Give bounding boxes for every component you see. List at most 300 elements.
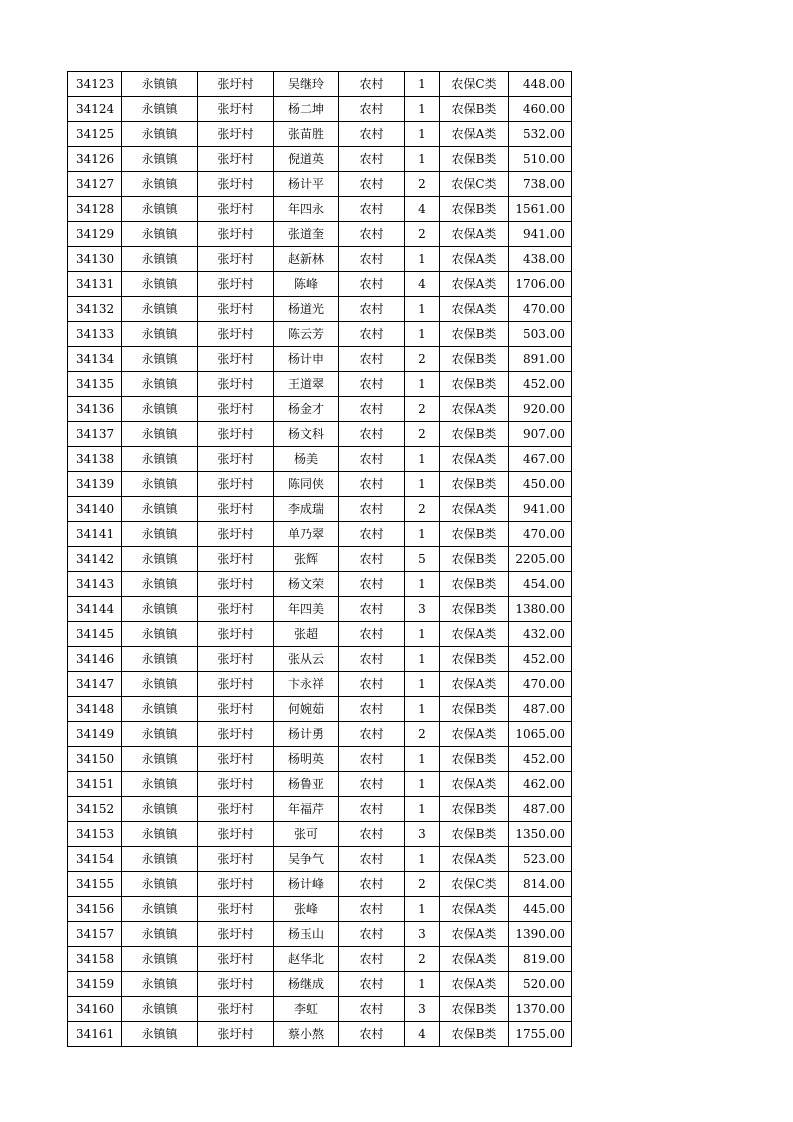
town-cell: 永镇镇 [122, 97, 198, 122]
name-cell: 王道翠 [274, 372, 339, 397]
name-cell: 何婉茹 [274, 697, 339, 722]
record-id: 34151 [68, 772, 122, 797]
town-cell: 永镇镇 [122, 722, 198, 747]
amount-cell: 907.00 [509, 422, 572, 447]
name-cell: 陈峰 [274, 272, 339, 297]
name-cell: 年四美 [274, 597, 339, 622]
record-id: 34130 [68, 247, 122, 272]
village-cell: 张圩村 [198, 322, 274, 347]
household-count-cell: 1 [405, 122, 440, 147]
household-count-cell: 3 [405, 597, 440, 622]
type-cell: 农村 [339, 322, 405, 347]
table-row [68, 372, 572, 397]
record-id: 34131 [68, 272, 122, 297]
amount-cell: 460.00 [509, 97, 572, 122]
type-cell: 农村 [339, 672, 405, 697]
insurance-class-cell: 农保B类 [440, 147, 509, 172]
insurance-class-cell: 农保A类 [440, 272, 509, 297]
household-count-cell: 1 [405, 147, 440, 172]
name-cell: 张从云 [274, 647, 339, 672]
insurance-class-cell: 农保B类 [440, 547, 509, 572]
town-cell: 永镇镇 [122, 997, 198, 1022]
amount-cell: 452.00 [509, 647, 572, 672]
name-cell: 赵华北 [274, 947, 339, 972]
household-count-cell: 1 [405, 622, 440, 647]
village-cell: 张圩村 [198, 97, 274, 122]
name-cell: 杨计申 [274, 347, 339, 372]
name-cell: 杨鲁亚 [274, 772, 339, 797]
table-row [68, 322, 572, 347]
town-cell: 永镇镇 [122, 297, 198, 322]
table-row [68, 447, 572, 472]
name-cell: 杨文荣 [274, 572, 339, 597]
insurance-class-cell: 农保B类 [440, 697, 509, 722]
household-count-cell: 4 [405, 197, 440, 222]
village-cell: 张圩村 [198, 772, 274, 797]
table-row [68, 547, 572, 572]
town-cell: 永镇镇 [122, 897, 198, 922]
amount-cell: 487.00 [509, 697, 572, 722]
town-cell: 永镇镇 [122, 547, 198, 572]
town-cell: 永镇镇 [122, 522, 198, 547]
insurance-class-cell: 农保A类 [440, 297, 509, 322]
household-count-cell: 1 [405, 447, 440, 472]
village-cell: 张圩村 [198, 347, 274, 372]
table-row [68, 72, 572, 97]
town-cell: 永镇镇 [122, 497, 198, 522]
village-cell: 张圩村 [198, 272, 274, 297]
record-id: 34138 [68, 447, 122, 472]
name-cell: 杨美 [274, 447, 339, 472]
town-cell: 永镇镇 [122, 872, 198, 897]
table-row [68, 622, 572, 647]
type-cell: 农村 [339, 447, 405, 472]
type-cell: 农村 [339, 472, 405, 497]
record-id: 34123 [68, 72, 122, 97]
type-cell: 农村 [339, 897, 405, 922]
village-cell: 张圩村 [198, 447, 274, 472]
table-row [68, 722, 572, 747]
table-row [68, 597, 572, 622]
record-id: 34137 [68, 422, 122, 447]
amount-cell: 487.00 [509, 797, 572, 822]
village-cell: 张圩村 [198, 947, 274, 972]
amount-cell: 470.00 [509, 297, 572, 322]
name-cell: 年四永 [274, 197, 339, 222]
town-cell: 永镇镇 [122, 122, 198, 147]
type-cell: 农村 [339, 647, 405, 672]
table-row [68, 697, 572, 722]
town-cell: 永镇镇 [122, 272, 198, 297]
village-cell: 张圩村 [198, 547, 274, 572]
table-row [68, 672, 572, 697]
type-cell: 农村 [339, 947, 405, 972]
amount-cell: 450.00 [509, 472, 572, 497]
town-cell: 永镇镇 [122, 622, 198, 647]
village-cell: 张圩村 [198, 172, 274, 197]
village-cell: 张圩村 [198, 72, 274, 97]
name-cell: 李虹 [274, 997, 339, 1022]
record-id: 34129 [68, 222, 122, 247]
type-cell: 农村 [339, 72, 405, 97]
record-id: 34146 [68, 647, 122, 672]
amount-cell: 1561.00 [509, 197, 572, 222]
insurance-class-cell: 农保A类 [440, 497, 509, 522]
record-id: 34148 [68, 697, 122, 722]
type-cell: 农村 [339, 172, 405, 197]
record-id: 34158 [68, 947, 122, 972]
town-cell: 永镇镇 [122, 397, 198, 422]
amount-cell: 1380.00 [509, 597, 572, 622]
insurance-class-cell: 农保B类 [440, 822, 509, 847]
name-cell: 杨文科 [274, 422, 339, 447]
insurance-class-cell: 农保B类 [440, 597, 509, 622]
type-cell: 农村 [339, 622, 405, 647]
insurance-class-cell: 农保A类 [440, 772, 509, 797]
household-count-cell: 1 [405, 297, 440, 322]
household-count-cell: 4 [405, 272, 440, 297]
household-count-cell: 2 [405, 497, 440, 522]
household-count-cell: 3 [405, 822, 440, 847]
table-row [68, 772, 572, 797]
record-id: 34144 [68, 597, 122, 622]
town-cell: 永镇镇 [122, 647, 198, 672]
record-id: 34127 [68, 172, 122, 197]
insurance-class-cell: 农保A类 [440, 122, 509, 147]
table-row [68, 847, 572, 872]
amount-cell: 432.00 [509, 622, 572, 647]
type-cell: 农村 [339, 347, 405, 372]
record-id: 34124 [68, 97, 122, 122]
record-id: 34143 [68, 572, 122, 597]
amount-cell: 470.00 [509, 672, 572, 697]
town-cell: 永镇镇 [122, 597, 198, 622]
type-cell: 农村 [339, 1022, 405, 1047]
town-cell: 永镇镇 [122, 797, 198, 822]
town-cell: 永镇镇 [122, 972, 198, 997]
record-id: 34150 [68, 747, 122, 772]
name-cell: 单乃翠 [274, 522, 339, 547]
table-row [68, 747, 572, 772]
type-cell: 农村 [339, 197, 405, 222]
household-count-cell: 1 [405, 847, 440, 872]
village-cell: 张圩村 [198, 647, 274, 672]
table-row [68, 97, 572, 122]
table-row [68, 797, 572, 822]
household-count-cell: 2 [405, 722, 440, 747]
household-count-cell: 1 [405, 772, 440, 797]
household-count-cell: 2 [405, 872, 440, 897]
type-cell: 农村 [339, 772, 405, 797]
insurance-class-cell: 农保B类 [440, 572, 509, 597]
town-cell: 永镇镇 [122, 947, 198, 972]
record-id: 34136 [68, 397, 122, 422]
town-cell: 永镇镇 [122, 72, 198, 97]
table-row [68, 822, 572, 847]
village-cell: 张圩村 [198, 922, 274, 947]
table-row [68, 922, 572, 947]
amount-cell: 452.00 [509, 372, 572, 397]
insurance-class-cell: 农保B类 [440, 997, 509, 1022]
village-cell: 张圩村 [198, 197, 274, 222]
amount-cell: 2205.00 [509, 547, 572, 572]
amount-cell: 520.00 [509, 972, 572, 997]
type-cell: 农村 [339, 297, 405, 322]
table-row [68, 147, 572, 172]
name-cell: 杨计峰 [274, 872, 339, 897]
type-cell: 农村 [339, 522, 405, 547]
record-id: 34155 [68, 872, 122, 897]
insurance-class-cell: 农保A类 [440, 447, 509, 472]
insurance-class-cell: 农保A类 [440, 922, 509, 947]
name-cell: 吴争气 [274, 847, 339, 872]
table-row [68, 197, 572, 222]
insurance-class-cell: 农保A类 [440, 672, 509, 697]
insurance-class-cell: 农保A类 [440, 397, 509, 422]
type-cell: 农村 [339, 122, 405, 147]
amount-cell: 1706.00 [509, 272, 572, 297]
type-cell: 农村 [339, 597, 405, 622]
amount-cell: 738.00 [509, 172, 572, 197]
town-cell: 永镇镇 [122, 847, 198, 872]
table-row [68, 247, 572, 272]
table-row [68, 947, 572, 972]
insurance-class-cell: 农保A类 [440, 247, 509, 272]
insurance-class-cell: 农保A类 [440, 222, 509, 247]
type-cell: 农村 [339, 722, 405, 747]
record-id: 34125 [68, 122, 122, 147]
village-cell: 张圩村 [198, 747, 274, 772]
village-cell: 张圩村 [198, 147, 274, 172]
village-cell: 张圩村 [198, 897, 274, 922]
household-count-cell: 1 [405, 647, 440, 672]
household-count-cell: 1 [405, 972, 440, 997]
type-cell: 农村 [339, 147, 405, 172]
name-cell: 陈同侠 [274, 472, 339, 497]
table-row [68, 497, 572, 522]
name-cell: 卞永祥 [274, 672, 339, 697]
name-cell: 张苗胜 [274, 122, 339, 147]
household-count-cell: 1 [405, 672, 440, 697]
insurance-class-cell: 农保B类 [440, 372, 509, 397]
household-count-cell: 1 [405, 522, 440, 547]
insurance-class-cell: 农保C类 [440, 172, 509, 197]
town-cell: 永镇镇 [122, 472, 198, 497]
table-row [68, 572, 572, 597]
record-id: 34157 [68, 922, 122, 947]
table-row [68, 997, 572, 1022]
table-row [68, 972, 572, 997]
amount-cell: 470.00 [509, 522, 572, 547]
village-cell: 张圩村 [198, 122, 274, 147]
town-cell: 永镇镇 [122, 672, 198, 697]
amount-cell: 1390.00 [509, 922, 572, 947]
village-cell: 张圩村 [198, 472, 274, 497]
insurance-class-cell: 农保A类 [440, 847, 509, 872]
household-count-cell: 2 [405, 222, 440, 247]
table-row [68, 272, 572, 297]
town-cell: 永镇镇 [122, 772, 198, 797]
type-cell: 农村 [339, 847, 405, 872]
insurance-class-cell: 农保B类 [440, 522, 509, 547]
amount-cell: 1370.00 [509, 997, 572, 1022]
record-id: 34140 [68, 497, 122, 522]
insurance-class-cell: 农保A类 [440, 622, 509, 647]
village-cell: 张圩村 [198, 672, 274, 697]
amount-cell: 891.00 [509, 347, 572, 372]
town-cell: 永镇镇 [122, 447, 198, 472]
type-cell: 农村 [339, 222, 405, 247]
household-count-cell: 1 [405, 472, 440, 497]
table-row [68, 122, 572, 147]
village-cell: 张圩村 [198, 997, 274, 1022]
type-cell: 农村 [339, 547, 405, 572]
amount-cell: 448.00 [509, 72, 572, 97]
village-cell: 张圩村 [198, 572, 274, 597]
town-cell: 永镇镇 [122, 922, 198, 947]
amount-cell: 814.00 [509, 872, 572, 897]
insurance-class-cell: 农保B类 [440, 1022, 509, 1047]
town-cell: 永镇镇 [122, 1022, 198, 1047]
type-cell: 农村 [339, 497, 405, 522]
insurance-class-cell: 农保B类 [440, 322, 509, 347]
table-row [68, 222, 572, 247]
village-cell: 张圩村 [198, 522, 274, 547]
town-cell: 永镇镇 [122, 572, 198, 597]
insurance-class-cell: 农保B类 [440, 647, 509, 672]
record-id: 34128 [68, 197, 122, 222]
record-id: 34149 [68, 722, 122, 747]
town-cell: 永镇镇 [122, 197, 198, 222]
name-cell: 倪道英 [274, 147, 339, 172]
record-id: 34145 [68, 622, 122, 647]
village-cell: 张圩村 [198, 822, 274, 847]
town-cell: 永镇镇 [122, 147, 198, 172]
record-id: 34134 [68, 347, 122, 372]
household-count-cell: 2 [405, 347, 440, 372]
table-row [68, 397, 572, 422]
type-cell: 农村 [339, 747, 405, 772]
town-cell: 永镇镇 [122, 422, 198, 447]
type-cell: 农村 [339, 822, 405, 847]
town-cell: 永镇镇 [122, 247, 198, 272]
record-id: 34132 [68, 297, 122, 322]
record-id: 34160 [68, 997, 122, 1022]
town-cell: 永镇镇 [122, 747, 198, 772]
type-cell: 农村 [339, 697, 405, 722]
type-cell: 农村 [339, 797, 405, 822]
amount-cell: 454.00 [509, 572, 572, 597]
amount-cell: 819.00 [509, 947, 572, 972]
type-cell: 农村 [339, 972, 405, 997]
village-cell: 张圩村 [198, 497, 274, 522]
record-id: 34126 [68, 147, 122, 172]
town-cell: 永镇镇 [122, 347, 198, 372]
table-row [68, 422, 572, 447]
name-cell: 陈云芳 [274, 322, 339, 347]
table-row [68, 172, 572, 197]
village-cell: 张圩村 [198, 222, 274, 247]
amount-cell: 532.00 [509, 122, 572, 147]
amount-cell: 438.00 [509, 247, 572, 272]
record-id: 34156 [68, 897, 122, 922]
name-cell: 杨金才 [274, 397, 339, 422]
table-row [68, 897, 572, 922]
amount-cell: 503.00 [509, 322, 572, 347]
name-cell: 杨道光 [274, 297, 339, 322]
insurance-class-cell: 农保B类 [440, 197, 509, 222]
household-count-cell: 1 [405, 247, 440, 272]
name-cell: 张辉 [274, 547, 339, 572]
amount-cell: 452.00 [509, 747, 572, 772]
household-count-cell: 5 [405, 547, 440, 572]
name-cell: 赵新林 [274, 247, 339, 272]
household-count-cell: 2 [405, 947, 440, 972]
record-id: 34153 [68, 822, 122, 847]
table-row [68, 297, 572, 322]
amount-cell: 445.00 [509, 897, 572, 922]
village-cell: 张圩村 [198, 622, 274, 647]
record-id: 34133 [68, 322, 122, 347]
household-count-cell: 1 [405, 697, 440, 722]
town-cell: 永镇镇 [122, 172, 198, 197]
type-cell: 农村 [339, 272, 405, 297]
amount-cell: 510.00 [509, 147, 572, 172]
household-count-cell: 2 [405, 172, 440, 197]
household-count-cell: 1 [405, 572, 440, 597]
town-cell: 永镇镇 [122, 222, 198, 247]
insurance-class-cell: 农保B类 [440, 747, 509, 772]
name-cell: 年福芹 [274, 797, 339, 822]
type-cell: 农村 [339, 997, 405, 1022]
amount-cell: 941.00 [509, 497, 572, 522]
table-row [68, 347, 572, 372]
village-cell: 张圩村 [198, 972, 274, 997]
household-count-cell: 1 [405, 747, 440, 772]
name-cell: 杨二坤 [274, 97, 339, 122]
name-cell: 张道奎 [274, 222, 339, 247]
record-id: 34152 [68, 797, 122, 822]
type-cell: 农村 [339, 97, 405, 122]
name-cell: 李成瑞 [274, 497, 339, 522]
table-row [68, 472, 572, 497]
town-cell: 永镇镇 [122, 822, 198, 847]
household-count-cell: 2 [405, 422, 440, 447]
town-cell: 永镇镇 [122, 322, 198, 347]
record-id: 34139 [68, 472, 122, 497]
type-cell: 农村 [339, 422, 405, 447]
household-count-cell: 1 [405, 97, 440, 122]
household-count-cell: 4 [405, 1022, 440, 1047]
table-row [68, 872, 572, 897]
name-cell: 吴继玲 [274, 72, 339, 97]
insurance-class-cell: 农保B类 [440, 797, 509, 822]
household-count-cell: 1 [405, 797, 440, 822]
type-cell: 农村 [339, 247, 405, 272]
type-cell: 农村 [339, 397, 405, 422]
insurance-class-cell: 农保B类 [440, 422, 509, 447]
village-cell: 张圩村 [198, 372, 274, 397]
record-id: 34159 [68, 972, 122, 997]
insurance-class-cell: 农保B类 [440, 347, 509, 372]
household-count-cell: 3 [405, 922, 440, 947]
name-cell: 杨玉山 [274, 922, 339, 947]
name-cell: 杨继成 [274, 972, 339, 997]
household-count-cell: 1 [405, 897, 440, 922]
amount-cell: 523.00 [509, 847, 572, 872]
household-count-cell: 3 [405, 997, 440, 1022]
village-cell: 张圩村 [198, 247, 274, 272]
